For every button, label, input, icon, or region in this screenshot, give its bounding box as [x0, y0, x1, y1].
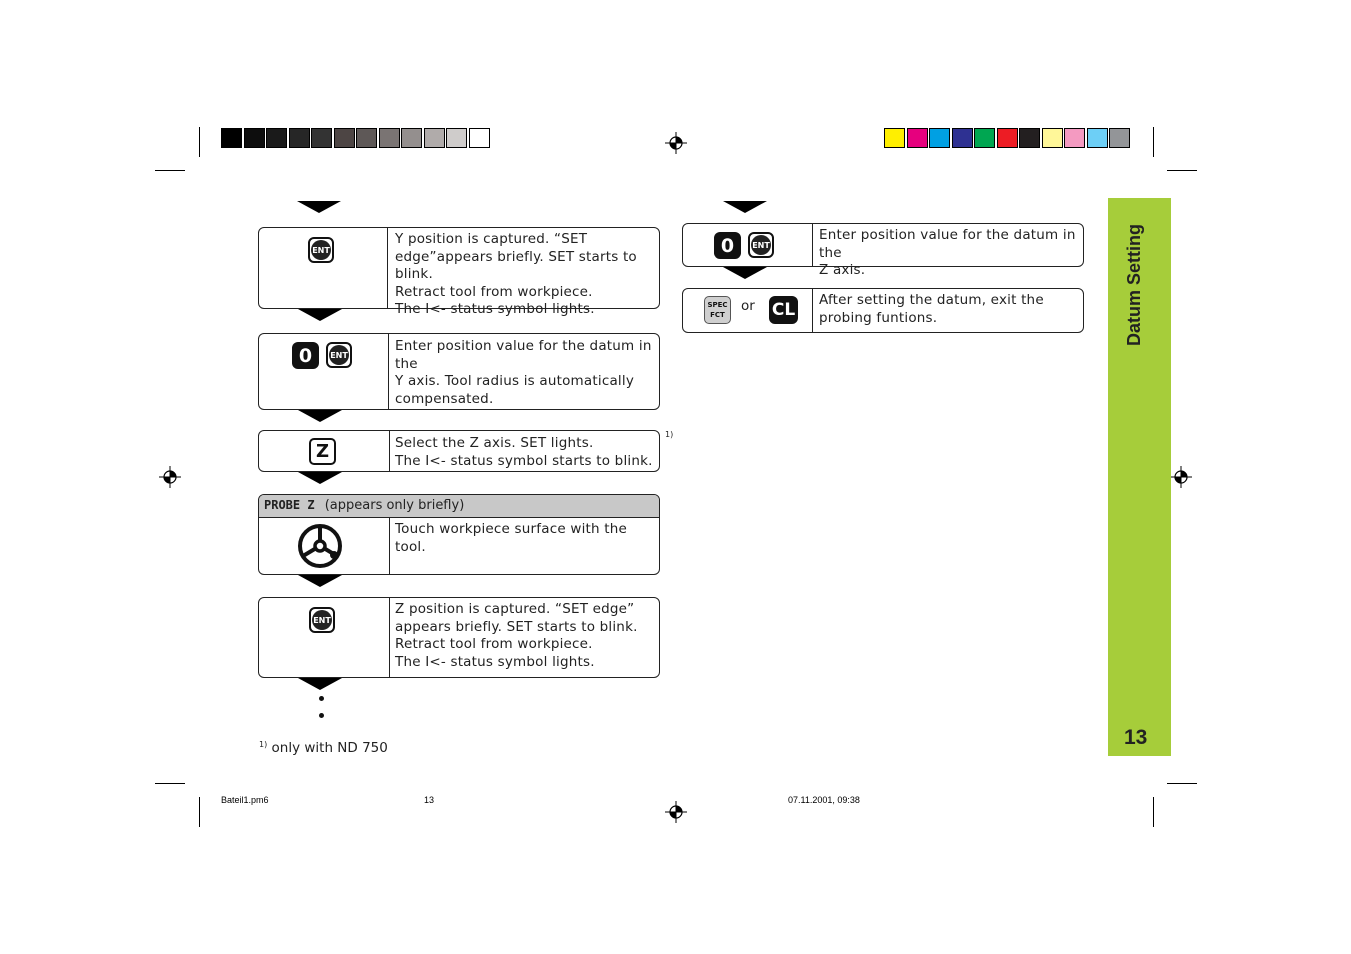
flow-arrow-icon: [298, 309, 342, 321]
color-swatch: [244, 128, 265, 148]
footnote-ref: 1): [665, 430, 674, 439]
crop-mark: [155, 170, 185, 171]
color-swatch: [221, 128, 242, 148]
step-text-line: Select the Z axis. SET lights.: [395, 435, 594, 451]
footer-datetime: 07.11.2001, 09:38: [788, 795, 860, 805]
footer-page: 13: [424, 795, 435, 805]
display-note: (appears only briefly): [324, 498, 465, 513]
footnote: [259, 740, 388, 756]
color-swatch: [266, 128, 287, 148]
ent-key-icon: ENT: [748, 232, 774, 258]
step-text-line: After setting the datum, exit the: [819, 292, 1044, 308]
color-swatch: [334, 128, 355, 148]
step-box: [258, 597, 660, 678]
color-swatch: [1109, 128, 1130, 148]
footnote-marker: 1): [259, 740, 268, 749]
color-swatch: [1042, 128, 1063, 148]
color-swatch: [289, 128, 310, 148]
step-text-line: Enter position value for the datum in the: [395, 338, 652, 372]
step-box: [682, 288, 1084, 333]
color-swatch: [356, 128, 377, 148]
cl-key-icon: CL: [769, 296, 798, 324]
handwheel-icon: [296, 522, 344, 570]
footnote-text: only with ND 750: [271, 740, 388, 756]
ent-key-icon: ENT: [326, 342, 352, 368]
step-box: [258, 333, 660, 410]
continuation-dot: [319, 713, 324, 718]
crop-mark: [155, 783, 185, 784]
step-text-line: Z axis.: [819, 262, 866, 278]
ent-key-icon: ENT: [309, 607, 335, 633]
color-swatch: [401, 128, 422, 148]
step-text-line: Enter position value for the datum in the: [819, 227, 1076, 261]
flow-arrow-icon: [298, 575, 342, 587]
zero-key-icon: 0: [714, 232, 741, 259]
color-swatch: [907, 128, 928, 148]
step-text-line: probing funtions.: [819, 309, 938, 326]
display-header: [259, 495, 659, 518]
step-text-line: Z position is captured. “SET edge”: [395, 601, 635, 617]
step-text-line: Y axis. Tool radius is automatically: [395, 373, 635, 389]
flow-arrow-icon: [298, 678, 342, 690]
or-label: or: [741, 298, 755, 314]
flow-arrow-icon: [723, 201, 767, 213]
step-text-line: The I<- status symbol lights.: [395, 653, 595, 670]
color-swatch: [379, 128, 400, 148]
display-code: PROBE Z: [264, 498, 315, 512]
flow-arrow-icon: [297, 201, 341, 213]
color-swatch: [424, 128, 445, 148]
color-swatch: [311, 128, 332, 148]
color-swatch: [974, 128, 995, 148]
step-text-line: appears briefly. SET starts to blink.: [395, 618, 638, 635]
page-number: 13: [1124, 726, 1148, 749]
step-text-line: The I<- status symbol lights.: [395, 301, 595, 317]
crop-mark: [199, 127, 200, 157]
step-text-line: Touch workpiece surface with the tool.: [395, 521, 628, 555]
registration-mark-icon: [665, 801, 687, 823]
ent-key-icon: ENT: [308, 237, 334, 263]
registration-mark-icon: [159, 466, 181, 488]
crop-mark: [1167, 783, 1197, 784]
registration-mark-icon: [1170, 466, 1192, 488]
color-swatch: [884, 128, 905, 148]
color-swatch: [952, 128, 973, 148]
step-text-line: compensated.: [395, 390, 494, 407]
step-box: [258, 227, 660, 317]
z-key-icon: Z: [309, 438, 336, 465]
step-text-line: edge”appears briefly. SET starts to blink.: [395, 248, 637, 282]
footer-file: Bateil1.pm6: [221, 795, 269, 805]
color-swatch: [1064, 128, 1085, 148]
step-text-line: The I<- status symbol starts to blink.: [395, 452, 653, 469]
continuation-dot: [319, 696, 324, 701]
flow-arrow-icon: [298, 410, 342, 422]
spec-fct-key-icon: SPEC FCT: [704, 296, 731, 324]
step-box: [682, 223, 1084, 278]
section-tab: [1108, 198, 1171, 756]
crop-mark: [1153, 127, 1154, 157]
color-swatch: [446, 128, 467, 148]
color-swatch: [997, 128, 1018, 148]
color-swatch: [469, 128, 490, 148]
section-title: Datum Setting: [1124, 223, 1144, 346]
step-text-line: Retract tool from workpiece.: [395, 636, 593, 652]
color-swatch: [929, 128, 950, 148]
step-text-line: Y position is captured. “SET: [395, 231, 588, 247]
color-swatch: [1019, 128, 1040, 148]
color-swatch: [1087, 128, 1108, 148]
flow-arrow-icon: [298, 472, 342, 484]
flow-arrow-icon: [723, 267, 767, 279]
step-box: [258, 494, 660, 575]
step-box: [258, 430, 660, 472]
crop-mark: [199, 797, 200, 827]
crop-mark: [1167, 170, 1197, 171]
registration-mark-icon: [665, 132, 687, 154]
zero-key-icon: 0: [292, 342, 319, 369]
step-text-line: Retract tool from workpiece.: [395, 283, 593, 300]
crop-mark: [1153, 797, 1154, 827]
